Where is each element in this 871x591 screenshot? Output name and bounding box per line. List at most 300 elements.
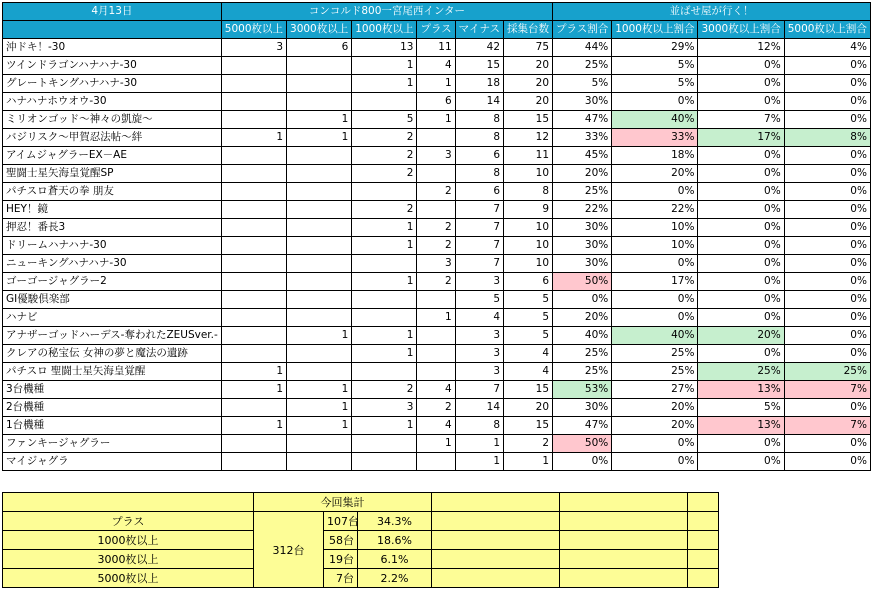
rate-cell: 0%: [698, 255, 784, 273]
count-cell: 3: [455, 345, 503, 363]
rate-cell: 0%: [784, 57, 870, 75]
rate-cell: 25%: [612, 345, 698, 363]
count-cell: 15: [455, 57, 503, 75]
rate-cell: 0%: [612, 291, 698, 309]
summary-label: プラス: [3, 512, 254, 531]
rate-cell: 0%: [698, 57, 784, 75]
rate-cell: 0%: [698, 183, 784, 201]
count-cell: [352, 183, 417, 201]
count-cell: 15: [504, 417, 553, 435]
rate-cell: 33%: [553, 129, 612, 147]
results-table: [2, 2, 871, 471]
rate-cell: 20%: [698, 327, 784, 345]
count-cell: 3: [221, 39, 286, 57]
count-cell: [221, 309, 286, 327]
rate-cell: 5%: [553, 75, 612, 93]
summary-filler: [688, 569, 719, 588]
count-cell: [287, 237, 352, 255]
count-cell: 75: [504, 39, 553, 57]
summary-section: [2, 492, 718, 588]
table-row: [3, 183, 871, 201]
machine-name: ツインドラゴンハナハナ-30: [3, 57, 222, 75]
rate-cell: 0%: [698, 75, 784, 93]
count-cell: 11: [417, 39, 455, 57]
count-cell: 6: [287, 39, 352, 57]
rate-cell: 0%: [553, 453, 612, 471]
count-cell: 20: [504, 399, 553, 417]
table-row: [3, 345, 871, 363]
table-row: [3, 75, 871, 93]
summary-filler: [688, 493, 719, 512]
count-cell: 3: [455, 327, 503, 345]
machine-name: ファンキージャグラー: [3, 435, 222, 453]
count-cell: 14: [455, 399, 503, 417]
rate-cell: 25%: [612, 363, 698, 381]
rate-cell: 0%: [784, 399, 870, 417]
rate-cell: 0%: [698, 435, 784, 453]
name-col-header: [3, 21, 222, 39]
machine-name: パチスロ 聖闘士星矢海皇覚醒: [3, 363, 222, 381]
summary-pct: 6.1%: [358, 550, 432, 569]
rate-cell: 7%: [698, 111, 784, 129]
rate-cell: 0%: [698, 291, 784, 309]
count-cell: 18: [455, 75, 503, 93]
count-cell: [221, 237, 286, 255]
count-cell: 1: [287, 381, 352, 399]
summary-title: 今回集計: [254, 493, 432, 512]
count-cell: [352, 435, 417, 453]
count-cell: 7: [455, 219, 503, 237]
count-cell: 1: [352, 75, 417, 93]
rate-cell: 0%: [784, 111, 870, 129]
summary-filler: [560, 569, 688, 588]
count-cell: 8: [504, 183, 553, 201]
machine-name: 聖闘士星矢海皇覚醒SP: [3, 165, 222, 183]
summary-filler: [688, 531, 719, 550]
table-row: [3, 327, 871, 345]
rate-cell: 5%: [698, 399, 784, 417]
col-3000-header: 3000枚以上: [287, 21, 352, 39]
col-1000-rate-header: 1000枚以上割合: [612, 21, 698, 39]
count-cell: [352, 255, 417, 273]
count-cell: 3: [352, 399, 417, 417]
count-cell: 10: [504, 165, 553, 183]
count-cell: [221, 399, 286, 417]
rate-cell: 20%: [553, 165, 612, 183]
count-cell: 1: [455, 435, 503, 453]
col-5000-header: 5000枚以上: [221, 21, 286, 39]
count-cell: [417, 201, 455, 219]
rate-cell: 10%: [612, 237, 698, 255]
summary-blank: [3, 493, 254, 512]
table-row: [3, 399, 871, 417]
count-cell: 7: [455, 381, 503, 399]
count-cell: 7: [455, 255, 503, 273]
count-cell: 2: [352, 147, 417, 165]
count-cell: 1: [287, 111, 352, 129]
count-cell: [221, 201, 286, 219]
rate-cell: 0%: [612, 183, 698, 201]
col-total-header: 採集台数: [504, 21, 553, 39]
rate-cell: 0%: [784, 435, 870, 453]
count-cell: [221, 453, 286, 471]
count-cell: 2: [352, 129, 417, 147]
rate-cell: 30%: [553, 237, 612, 255]
summary-count: 58台: [324, 531, 358, 550]
summary-label: 3000枚以上: [3, 550, 254, 569]
machine-name: 3台機種: [3, 381, 222, 399]
count-cell: 6: [455, 183, 503, 201]
rate-cell: 0%: [784, 183, 870, 201]
table-row: [3, 201, 871, 219]
rate-cell: 44%: [553, 39, 612, 57]
col-1000-header: 1000枚以上: [352, 21, 417, 39]
rate-cell: 45%: [553, 147, 612, 165]
machine-name: マイジャグラ: [3, 453, 222, 471]
rate-cell: 7%: [784, 381, 870, 399]
rate-cell: 20%: [612, 417, 698, 435]
count-cell: 20: [504, 57, 553, 75]
machine-name: クレアの秘宝伝 女神の夢と魔法の遺跡: [3, 345, 222, 363]
count-cell: 8: [455, 111, 503, 129]
rate-cell: 40%: [553, 327, 612, 345]
count-cell: 5: [504, 291, 553, 309]
machine-name: ニューキングハナハナ-30: [3, 255, 222, 273]
count-cell: [352, 363, 417, 381]
rate-cell: 25%: [553, 345, 612, 363]
rate-cell: 20%: [612, 165, 698, 183]
rate-cell: 8%: [784, 129, 870, 147]
rate-cell: 0%: [784, 255, 870, 273]
count-cell: [221, 147, 286, 165]
count-cell: 1: [221, 129, 286, 147]
count-cell: [287, 75, 352, 93]
count-cell: 8: [455, 165, 503, 183]
count-cell: [287, 219, 352, 237]
table-row: [3, 363, 871, 381]
rate-cell: 0%: [698, 93, 784, 111]
count-cell: 2: [352, 381, 417, 399]
count-cell: 1: [417, 111, 455, 129]
summary-pct: 34.3%: [358, 512, 432, 531]
count-cell: [221, 183, 286, 201]
rate-cell: 0%: [698, 309, 784, 327]
count-cell: 11: [504, 147, 553, 165]
rate-cell: 40%: [612, 111, 698, 129]
count-cell: 20: [504, 93, 553, 111]
col-minus-header: マイナス: [455, 21, 503, 39]
summary-count: 19台: [324, 550, 358, 569]
table-row: [3, 309, 871, 327]
count-cell: [221, 219, 286, 237]
count-cell: 2: [417, 183, 455, 201]
count-cell: [287, 273, 352, 291]
count-cell: [417, 327, 455, 345]
rate-cell: 0%: [612, 435, 698, 453]
summary-filler: [432, 493, 560, 512]
count-cell: 14: [455, 93, 503, 111]
rate-cell: 13%: [698, 417, 784, 435]
count-cell: 2: [352, 201, 417, 219]
rate-cell: 13%: [698, 381, 784, 399]
machine-name: 押忍！番長3: [3, 219, 222, 237]
count-cell: [287, 255, 352, 273]
count-cell: [287, 291, 352, 309]
count-cell: 1: [352, 57, 417, 75]
rate-cell: 47%: [553, 111, 612, 129]
summary-filler: [560, 493, 688, 512]
summary-count: 7台: [324, 569, 358, 588]
rate-cell: 0%: [698, 219, 784, 237]
machine-name: アイムジャグラーEX－AE: [3, 147, 222, 165]
count-cell: [287, 147, 352, 165]
summary-label: 1000枚以上: [3, 531, 254, 550]
rate-cell: 0%: [784, 237, 870, 255]
count-cell: [417, 363, 455, 381]
count-cell: 1: [352, 237, 417, 255]
summary-label: 5000枚以上: [3, 569, 254, 588]
count-cell: 4: [417, 57, 455, 75]
summary-table: [2, 492, 719, 588]
count-cell: 1: [352, 345, 417, 363]
count-cell: 4: [504, 363, 553, 381]
rate-cell: 50%: [553, 435, 612, 453]
count-cell: [287, 201, 352, 219]
machine-name: パチスロ蒼天の拳 朋友: [3, 183, 222, 201]
rate-cell: 30%: [553, 255, 612, 273]
rate-cell: 0%: [784, 453, 870, 471]
count-cell: 1: [352, 273, 417, 291]
count-cell: 1: [221, 417, 286, 435]
count-cell: 6: [417, 93, 455, 111]
table-row: [3, 255, 871, 273]
rate-cell: 0%: [698, 345, 784, 363]
machine-name: 2台機種: [3, 399, 222, 417]
count-cell: [417, 345, 455, 363]
count-cell: 1: [417, 435, 455, 453]
rate-cell: 4%: [784, 39, 870, 57]
table-row: [3, 111, 871, 129]
table-row: [3, 147, 871, 165]
count-cell: [287, 93, 352, 111]
table-row: [3, 417, 871, 435]
count-cell: 5: [504, 309, 553, 327]
rate-cell: 0%: [612, 309, 698, 327]
table-row: [3, 57, 871, 75]
rate-cell: 30%: [553, 399, 612, 417]
count-cell: [221, 345, 286, 363]
machine-name: 1台機種: [3, 417, 222, 435]
machine-name: アナザーゴッドハーデス-奪われたZEUSver.-: [3, 327, 222, 345]
count-cell: 1: [504, 453, 553, 471]
count-cell: 2: [417, 399, 455, 417]
table-row: [3, 435, 871, 453]
count-cell: [287, 453, 352, 471]
machine-name: ミリオンゴッド～神々の凱旋～: [3, 111, 222, 129]
rate-cell: 0%: [698, 453, 784, 471]
count-cell: 5: [455, 291, 503, 309]
rate-cell: 0%: [784, 147, 870, 165]
summary-filler: [432, 531, 560, 550]
count-cell: [417, 165, 455, 183]
rate-cell: 0%: [698, 165, 784, 183]
count-cell: [287, 183, 352, 201]
count-cell: [221, 111, 286, 129]
table-row: [3, 237, 871, 255]
count-cell: 1: [417, 75, 455, 93]
rate-cell: 0%: [612, 255, 698, 273]
rate-cell: 25%: [698, 363, 784, 381]
rate-cell: 25%: [553, 183, 612, 201]
count-cell: 12: [504, 129, 553, 147]
summary-count: 107台: [324, 512, 358, 531]
rate-cell: 0%: [698, 147, 784, 165]
count-cell: [221, 255, 286, 273]
count-cell: 10: [504, 237, 553, 255]
table-row: [3, 381, 871, 399]
count-cell: 2: [504, 435, 553, 453]
summary-filler: [688, 512, 719, 531]
col-5000-rate-header: 5000枚以上割合: [784, 21, 870, 39]
rate-cell: 0%: [784, 273, 870, 291]
table-row: [3, 453, 871, 471]
store-header: コンコルド800一宮尾西インター: [221, 3, 552, 21]
count-cell: [287, 435, 352, 453]
count-cell: 1: [287, 129, 352, 147]
rate-cell: 33%: [612, 129, 698, 147]
count-cell: [221, 291, 286, 309]
summary-filler: [560, 531, 688, 550]
count-cell: 1: [352, 417, 417, 435]
rate-cell: 30%: [553, 219, 612, 237]
count-cell: [221, 435, 286, 453]
rate-cell: 27%: [612, 381, 698, 399]
rate-cell: 5%: [612, 57, 698, 75]
rate-cell: 10%: [612, 219, 698, 237]
count-cell: 1: [352, 219, 417, 237]
machine-name: ハナビ: [3, 309, 222, 327]
count-cell: [417, 291, 455, 309]
count-cell: [221, 273, 286, 291]
count-cell: [287, 309, 352, 327]
rate-cell: 30%: [553, 93, 612, 111]
count-cell: 9: [504, 201, 553, 219]
rate-cell: 0%: [784, 219, 870, 237]
rate-cell: 0%: [698, 273, 784, 291]
rate-cell: 0%: [784, 75, 870, 93]
col-3000-rate-header: 3000枚以上割合: [698, 21, 784, 39]
count-cell: [287, 345, 352, 363]
count-cell: [221, 75, 286, 93]
count-cell: 3: [455, 363, 503, 381]
count-cell: 4: [417, 381, 455, 399]
count-cell: 1: [455, 453, 503, 471]
count-cell: 7: [455, 237, 503, 255]
count-cell: 2: [417, 219, 455, 237]
count-cell: [352, 93, 417, 111]
rate-cell: 7%: [784, 417, 870, 435]
count-cell: 15: [504, 381, 553, 399]
rate-cell: 17%: [612, 273, 698, 291]
rate-cell: 0%: [784, 165, 870, 183]
col-plus-header: プラス: [417, 21, 455, 39]
banner-header: 並ばせ屋が行く！: [553, 3, 871, 21]
rate-cell: 0%: [784, 345, 870, 363]
machine-name: HEY！鏡: [3, 201, 222, 219]
count-cell: [352, 309, 417, 327]
count-cell: [352, 453, 417, 471]
summary-filler: [432, 512, 560, 531]
rate-cell: 53%: [553, 381, 612, 399]
rate-cell: 0%: [553, 291, 612, 309]
machine-name: ドリームハナハナ-30: [3, 237, 222, 255]
machine-name: グレートキングハナハナ-30: [3, 75, 222, 93]
count-cell: 1: [287, 417, 352, 435]
count-cell: 2: [352, 165, 417, 183]
table-row: [3, 39, 871, 57]
date-header: 4月13日: [3, 3, 222, 21]
rate-cell: 22%: [612, 201, 698, 219]
count-cell: [417, 129, 455, 147]
col-plus-rate-header: プラス割合: [553, 21, 612, 39]
count-cell: [287, 165, 352, 183]
count-cell: 6: [504, 273, 553, 291]
rate-cell: 12%: [698, 39, 784, 57]
count-cell: 13: [352, 39, 417, 57]
count-cell: [221, 93, 286, 111]
count-cell: [287, 57, 352, 75]
table-row: [3, 165, 871, 183]
count-cell: [352, 291, 417, 309]
summary-filler: [432, 569, 560, 588]
rate-cell: 0%: [784, 93, 870, 111]
table-row: [3, 219, 871, 237]
rate-cell: 40%: [612, 327, 698, 345]
count-cell: 1: [221, 381, 286, 399]
rate-cell: 0%: [784, 291, 870, 309]
count-cell: 1: [221, 363, 286, 381]
summary-filler: [688, 550, 719, 569]
rate-cell: 0%: [784, 201, 870, 219]
table-row: [3, 273, 871, 291]
rate-cell: 0%: [784, 327, 870, 345]
rate-cell: 5%: [612, 75, 698, 93]
rate-cell: 0%: [612, 453, 698, 471]
count-cell: [417, 453, 455, 471]
count-cell: 3: [417, 255, 455, 273]
rate-cell: 0%: [612, 93, 698, 111]
rate-cell: 25%: [784, 363, 870, 381]
rate-cell: 18%: [612, 147, 698, 165]
count-cell: [221, 57, 286, 75]
rate-cell: 20%: [553, 309, 612, 327]
summary-filler: [432, 550, 560, 569]
rate-cell: 25%: [553, 363, 612, 381]
count-cell: 4: [455, 309, 503, 327]
count-cell: 1: [287, 327, 352, 345]
count-cell: [221, 327, 286, 345]
machine-name: GI優駿倶楽部: [3, 291, 222, 309]
count-cell: 20: [504, 75, 553, 93]
count-cell: [287, 363, 352, 381]
table-row: [3, 93, 871, 111]
count-cell: 2: [417, 273, 455, 291]
count-cell: 42: [455, 39, 503, 57]
machine-name: ゴーゴージャグラー2: [3, 273, 222, 291]
summary-pct: 2.2%: [358, 569, 432, 588]
count-cell: 8: [455, 417, 503, 435]
count-cell: [221, 165, 286, 183]
